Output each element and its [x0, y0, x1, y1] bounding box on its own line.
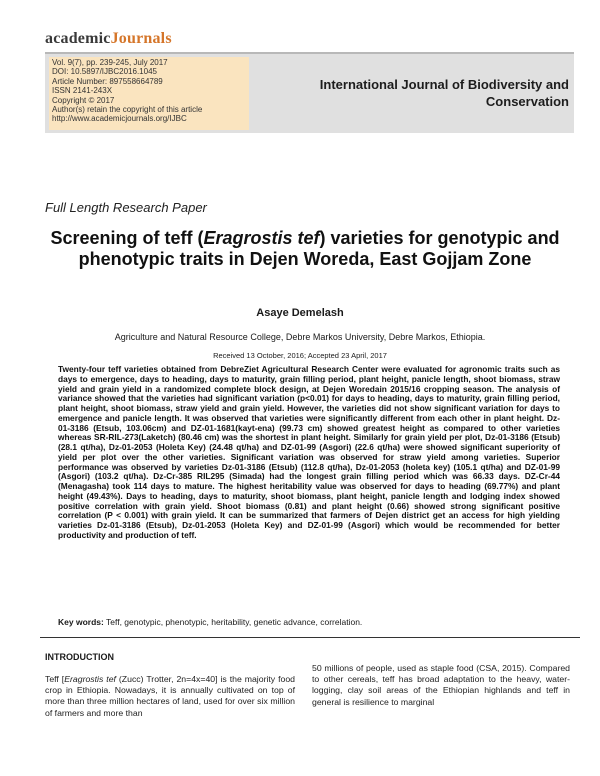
- article-meta-box: [49, 57, 249, 130]
- publisher-logo-part2: Journals: [110, 30, 172, 47]
- keywords-text: Teff, genotypic, phenotypic, heritability, genetic advance, correlation.: [103, 617, 363, 627]
- meta-url[interactable]: http://www.academicjournals.org/IJBC: [52, 114, 187, 124]
- meta-rights: Author(s) retain the copyright of this article: [52, 105, 203, 115]
- intro-c1-pre: Teff [: [45, 674, 65, 684]
- journal-title-line1: International Journal of Biodiversity and: [319, 77, 569, 92]
- journal-banner: [45, 52, 574, 133]
- meta-volume: Vol. 9(7), pp. 239-245, July 2017: [52, 58, 168, 67]
- abstract-text: Twenty-four teff varieties obtained from DebreZiet Agricultural Research Center were evaluated for agronomic traits such as days to emergence, days to heading, days to maturity, grain filling period, plant height, panicle length, shoot biomass, straw yield and grain yield in a randomized complete block design, at Dejen Woredain 2015/16 cropping season. The analysis of variance showed that the varieties had significant variation (p<0.01) for days to heading, days to maturity, grain filling period, plant height, shoot biomass, straw yield and grain yield. However, the varieties did not show significant variation for days to emergence and panicle length. It was observed that varieties were significantly different from each other in plant height. Dz-01-3186 (Etsub, 103.06cm) and DZ-01-1681(kayt-ena) (99.73 cm) showed greatest height as compared to other varieties whereas SR-RIL-273(Laketch) (80.46 cm) was the shortest in plant height. Similarly for grain yield per plot, Dz-01-3186 (Etsub) (28.1 qt/ha), Dz-01-2053 (Holeta Key) (24.48 qt/ha) and DZ-01-99 (Asgori) (22.6 qt/ha) were showed significant superiority of yield per plot over the other varieties. Significant variation was observed for straw yield among varieties. Superior performance was observed by varieties Dz-01-3186 (Etsub) (112.8 qt/ha), Dz-01-2053 (holeta key) (105.1 qt/ha) and DZ-01-99 (Asgori) (103.2 qt/ha). Dz-Cr-385 RIL295 (Simada) had the longest grain filling period which was 66.33 days. DZ-Cr-44 (Menagasha) took 114 days to mature. The highest heritability value was observed for days to heading (69.77%) and plant height (49.43%). Days to heading, days to maturity, shoot biomass, plant height, panicle length and lodging index showed positive correlation with grain yield. Shoot biomass (0.81) and plant height (0.66) showed strong significant positive correlation (P < 0.001) with grain yield. It can be summarized that farmers of Dejen district get an access for high yielding varieties Dz-01-3186 (Etsub), Dz-01-2053 (Holeta Key) and DZ-01-99 (Asgori) which would be recommended for better productivity and production of teff.: [58, 364, 560, 540]
- intro-column-right: 50 millions of people, used as staple food (CSA, 2015). Compared to other cereals, teff has broad adaptation to the heavy, water-logging, clay soil areas of the Ethiopian highlands and teff in general is resilience to marginal: [312, 663, 570, 707]
- introduction-heading: INTRODUCTION: [45, 652, 114, 662]
- title-post: ) varieties for genotypic and phenotypic traits in Dejen Woreda, East Gojjam Zone: [78, 228, 560, 269]
- intro-c1-italic: Eragrostis tef: [64, 674, 116, 684]
- intro-c1-post: (Zucc) Trotter, 2n=4x=40] is the majority food crop in Ethiopia. Nowadays, it is annually cultivated on top of more than three million hectares of land, used for over six million of farmers and more than: [45, 674, 296, 718]
- meta-article-number: Article Number: 897558664789: [52, 76, 163, 86]
- publisher-logo-part1: academic: [45, 30, 111, 47]
- intro-column-left: [45, 674, 295, 719]
- keywords: [58, 617, 558, 627]
- publisher-logo: [45, 30, 172, 48]
- author-affiliation: Agriculture and Natural Resource College, Debre Markos University, Debre Markos, Ethiopia.: [114, 332, 486, 342]
- journal-title-line2: Conservation: [485, 94, 569, 109]
- meta-copyright: Copyright © 2017: [52, 95, 115, 105]
- paper-title: [40, 228, 570, 270]
- article-type: Full Length Research Paper: [45, 200, 207, 215]
- title-pre: Screening of teff (: [50, 228, 204, 248]
- keywords-label: Key words:: [58, 617, 104, 627]
- meta-doi: DOI: 10.5897/IJBC2016.1045: [52, 67, 157, 77]
- title-italic: Eragrostis tef: [203, 228, 320, 248]
- meta-issn: ISSN 2141-243X: [52, 86, 113, 96]
- section-divider: [40, 637, 580, 638]
- journal-title: [309, 76, 569, 110]
- received-dates: Received 13 October, 2016; Accepted 23 April, 2017: [213, 351, 387, 360]
- author-name: Asaye Demelash: [256, 307, 344, 319]
